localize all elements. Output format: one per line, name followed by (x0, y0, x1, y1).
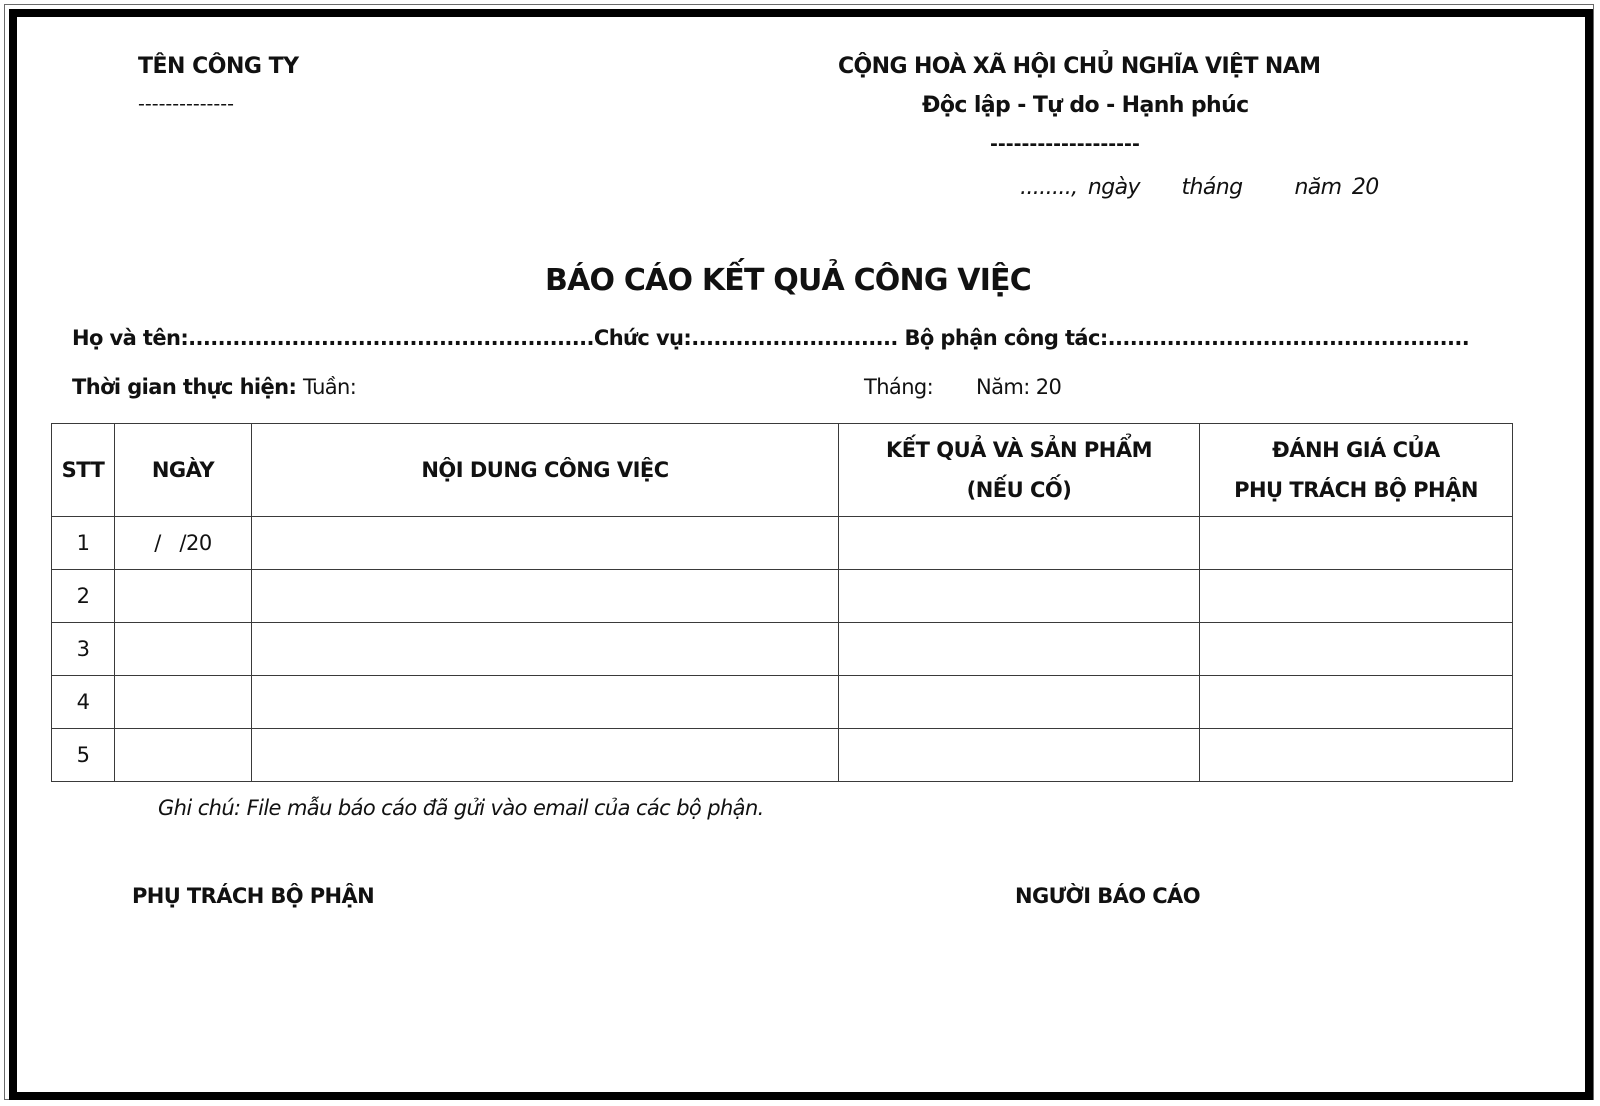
table-row (52, 676, 1513, 729)
header-stt: STT (52, 424, 115, 517)
cell-stt: 1 (52, 517, 115, 570)
header-date: NGÀY (115, 424, 252, 517)
header-results (839, 424, 1200, 517)
cell-work-content[interactable] (252, 570, 839, 623)
cell-results[interactable] (839, 570, 1200, 623)
cell-results[interactable] (839, 623, 1200, 676)
cell-work-content[interactable] (252, 517, 839, 570)
cell-date[interactable] (115, 676, 252, 729)
cell-evaluation[interactable] (1200, 676, 1513, 729)
week-field[interactable]: Tuần: (303, 375, 357, 399)
cell-evaluation[interactable] (1200, 517, 1513, 570)
cell-work-content[interactable] (252, 623, 839, 676)
date-line: ........, ngày tháng năm 20 (1020, 175, 1379, 200)
time-period-line (72, 375, 356, 399)
header-results-line2: (NẾU CỐ) (966, 478, 1072, 502)
nation-heading: CỘNG HOÀ XÃ HỘI CHỦ NGHĨA VIỆT NAM (838, 54, 1321, 79)
cell-date[interactable] (115, 729, 252, 782)
header-evaluation-line2: PHỤ TRÁCH BỘ PHẬN (1234, 478, 1478, 502)
table-row (52, 570, 1513, 623)
cell-work-content[interactable] (252, 676, 839, 729)
nation-divider: ------------------- (990, 133, 1140, 155)
cell-evaluation[interactable] (1200, 623, 1513, 676)
cell-results[interactable] (839, 676, 1200, 729)
time-label: Thời gian thực hiện: (72, 375, 297, 399)
cell-stt: 4 (52, 676, 115, 729)
work-report-table (51, 423, 1513, 782)
month-field[interactable]: Tháng: (864, 375, 934, 399)
table-header-row (52, 424, 1513, 517)
cell-date[interactable]: / /20 (115, 517, 252, 570)
motto: Độc lập - Tự do - Hạnh phúc (922, 93, 1249, 118)
table-row (52, 623, 1513, 676)
cell-stt: 3 (52, 623, 115, 676)
cell-evaluation[interactable] (1200, 570, 1513, 623)
company-divider: -------------- (138, 93, 234, 115)
cell-results[interactable] (839, 517, 1200, 570)
cell-evaluation[interactable] (1200, 729, 1513, 782)
table-row (52, 729, 1513, 782)
cell-results[interactable] (839, 729, 1200, 782)
cell-stt: 2 (52, 570, 115, 623)
header-work-content: NỘI DUNG CÔNG VIỆC (252, 424, 839, 517)
header-evaluation-line1: ĐÁNH GIÁ CỦA (1272, 438, 1440, 462)
cell-date[interactable] (115, 570, 252, 623)
note-text: Ghi chú: File mẫu báo cáo đã gửi vào email của các bộ phận. (158, 796, 764, 820)
cell-work-content[interactable] (252, 729, 839, 782)
cell-date[interactable] (115, 623, 252, 676)
signature-reporter: NGƯỜI BÁO CÁO (1015, 884, 1200, 908)
table-row (52, 517, 1513, 570)
company-name: TÊN CÔNG TY (138, 54, 299, 79)
year-field[interactable]: Năm: 20 (976, 375, 1062, 399)
employee-info-line[interactable]: Họ và tên:.......................................................Chức vụ:............................ Bộ phận công tác:................................................. (72, 326, 1470, 350)
header-results-line1: KẾT QUẢ VÀ SẢN PHẨM (886, 438, 1152, 462)
header-evaluation (1200, 424, 1513, 517)
cell-stt: 5 (52, 729, 115, 782)
signature-department-head: PHỤ TRÁCH BỘ PHẬN (132, 884, 375, 908)
document-title: BÁO CÁO KẾT QUẢ CÔNG VIỆC (545, 263, 1031, 298)
